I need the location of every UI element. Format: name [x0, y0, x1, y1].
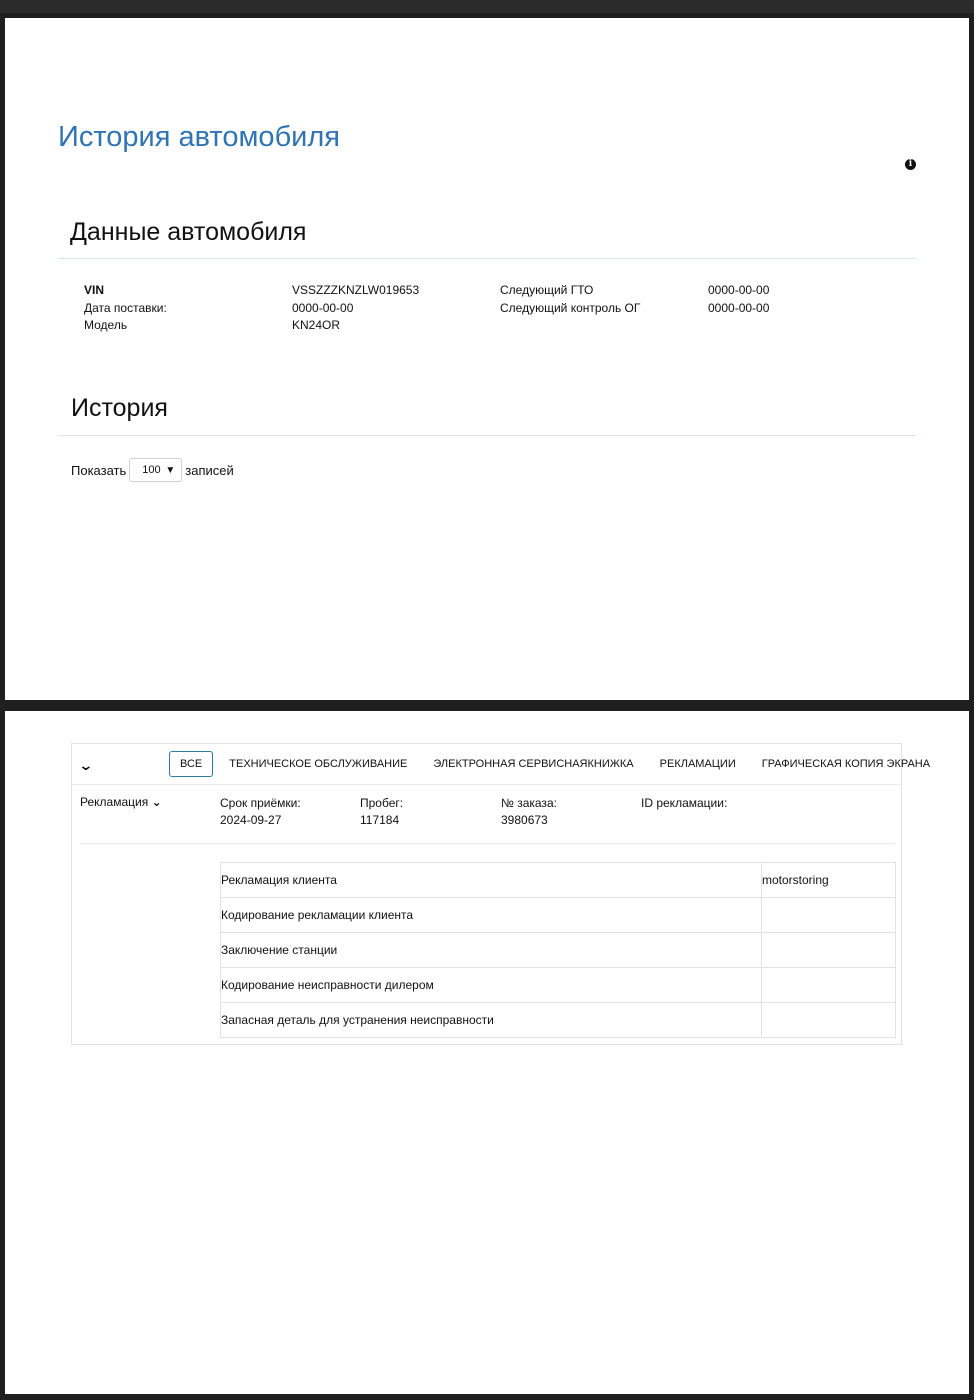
mileage-value: 117184 — [360, 813, 400, 827]
table-cell-value — [762, 1003, 896, 1038]
claim-details-table — [220, 862, 896, 1038]
page-size-value: 100 — [142, 464, 161, 476]
claim-id — [641, 795, 727, 812]
table-cell-value — [762, 933, 896, 968]
vin-label: VIN — [84, 283, 105, 297]
table-row — [221, 863, 896, 898]
tabs-divider — [72, 784, 901, 785]
history-title: История — [71, 394, 168, 422]
vehicle-data-title: Данные автомобиля — [70, 218, 307, 246]
order-number-value: 3980673 — [501, 813, 548, 827]
table-row — [221, 1003, 896, 1038]
section-divider — [58, 258, 916, 259]
table-cell-value — [762, 898, 896, 933]
chevron-down-icon: ⌄ — [151, 795, 162, 809]
vin-value: VSSZZZKNZLW019653 — [292, 283, 420, 297]
tab-service-book[interactable]: ЭЛЕКТРОННАЯ СЕРВИСНАЯКНИЖКА — [433, 758, 634, 770]
table-row — [221, 898, 896, 933]
document-page-2 — [5, 711, 969, 1394]
show-label: Показать — [71, 462, 127, 478]
acceptance-date — [220, 795, 301, 829]
next-emission-check-label: Следующий контроль ОГ — [500, 300, 641, 315]
tab-claims[interactable]: РЕКЛАМАЦИИ — [659, 758, 736, 770]
delivery-date-value: 0000-00-00 — [292, 300, 354, 315]
section-divider — [58, 435, 916, 436]
next-emission-check-value: 0000-00-00 — [708, 300, 770, 315]
claim-type-toggle[interactable] — [80, 795, 162, 809]
claim-type-label: Рекламация — [80, 795, 149, 809]
claim-id-label: ID рекламации: — [641, 796, 728, 810]
table-row — [221, 968, 896, 1003]
chevron-down-icon: ▼ — [165, 464, 176, 476]
model-value: KN24OR — [292, 318, 341, 332]
tab-all[interactable]: ВСЕ — [169, 751, 213, 777]
page-size-select[interactable] — [129, 458, 182, 482]
tab-maintenance[interactable]: ТЕХНИЧЕСКОЕ ОБСЛУЖИВАНИЕ — [229, 758, 408, 770]
table-cell-value: motorstoring — [762, 863, 896, 898]
document-page-1 — [5, 18, 969, 700]
table-row — [221, 933, 896, 968]
next-inspection-label: Следующий ГТО — [500, 283, 594, 297]
table-cell-label: Запасная деталь для устранения неисправности — [221, 1003, 762, 1038]
next-inspection-value: 0000-00-00 — [708, 283, 770, 297]
acceptance-date-value: 2024-09-27 — [220, 813, 282, 827]
order-number-label: № заказа: — [501, 796, 557, 810]
table-cell-value — [762, 968, 896, 1003]
viewer-top-bar — [0, 0, 974, 13]
chevron-down-icon[interactable]: ⌄ — [78, 757, 94, 773]
records-label: записей — [185, 462, 234, 478]
page-title: История автомобиля — [58, 121, 340, 153]
acceptance-date-label: Срок приёмки: — [220, 796, 301, 810]
claim-divider — [80, 843, 895, 844]
table-cell-label: Заключение станции — [221, 933, 762, 968]
model-label: Модель — [84, 318, 128, 332]
delivery-date-label: Дата поставки: — [84, 300, 167, 315]
page-size-control — [71, 458, 234, 482]
table-cell-label: Кодирование неисправности дилером — [221, 968, 762, 1003]
order-number — [501, 795, 557, 829]
table-cell-label: Кодирование рекламации клиента — [221, 898, 762, 933]
info-icon[interactable]: i — [905, 159, 916, 170]
table-cell-label: Рекламация клиента — [221, 863, 762, 898]
tab-screen-copy[interactable]: ГРАФИЧЕСКАЯ КОПИЯ ЭКРАНА — [761, 758, 931, 770]
mileage-label: Пробег: — [360, 796, 404, 810]
history-card — [71, 743, 931, 1045]
mileage — [360, 795, 403, 829]
history-tabs — [169, 751, 946, 777]
